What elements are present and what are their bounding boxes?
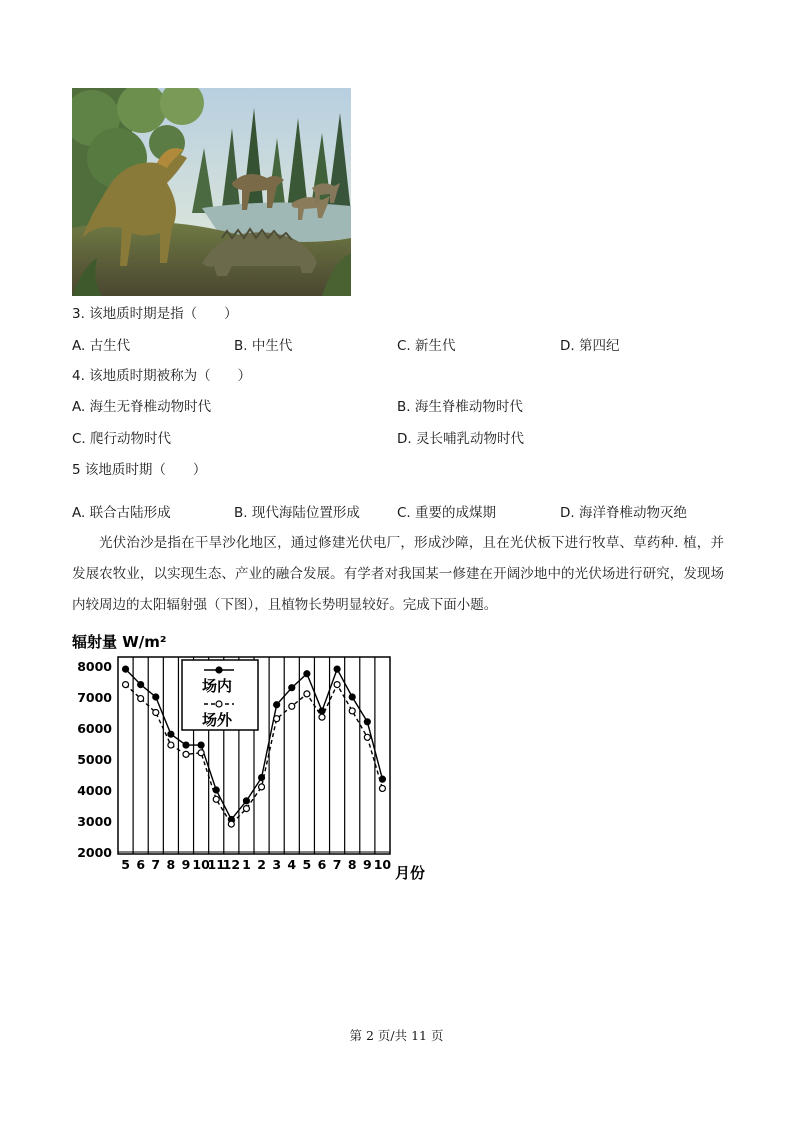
data-point-inside xyxy=(153,694,159,700)
question-5-option-b[interactable]: B. 现代海陆位置形成 xyxy=(234,505,360,521)
x-tick-label: 10 xyxy=(192,857,210,872)
x-axis-label: 月份 xyxy=(395,864,426,882)
data-point-inside xyxy=(364,719,370,725)
question-5-option-d[interactable]: D. 海洋脊椎动物灭绝 xyxy=(560,505,687,521)
data-point-outside xyxy=(183,751,189,757)
radiation-line-chart xyxy=(70,628,450,888)
y-tick-label: 5000 xyxy=(77,752,112,767)
y-tick-label: 6000 xyxy=(77,721,112,736)
data-point-outside xyxy=(198,750,204,756)
dinosaur-scene-drawing xyxy=(72,88,351,296)
legend-label: 场外 xyxy=(202,711,233,729)
x-tick-label: 2 xyxy=(257,857,266,872)
y-tick-labels xyxy=(77,659,112,860)
legend-marker xyxy=(216,667,222,673)
question-5-stem: 5 该地质时期（ ） xyxy=(72,462,207,478)
x-tick-label: 7 xyxy=(332,857,342,872)
x-tick-label: 1 xyxy=(242,857,251,872)
dinosaur-scene-image xyxy=(72,88,351,296)
question-3-stem: 3. 该地质时期是指（ ） xyxy=(72,306,238,322)
data-point-outside xyxy=(228,821,234,827)
question-3-option-c[interactable]: C. 新生代 xyxy=(397,338,456,354)
question-3-option-b[interactable]: B. 中生代 xyxy=(234,338,293,354)
data-point-inside xyxy=(198,742,204,748)
page-footer: 第 2 页/共 11 页 xyxy=(349,1028,444,1043)
data-point-outside xyxy=(364,734,370,740)
data-point-outside xyxy=(274,716,280,722)
data-point-outside xyxy=(379,785,385,791)
data-point-outside xyxy=(153,710,159,716)
y-tick-label: 7000 xyxy=(77,690,112,705)
question-4-option-b[interactable]: B. 海生脊椎动物时代 xyxy=(397,399,523,415)
y-axis-label: 辐射量 W/m² xyxy=(72,633,167,651)
x-tick-label: 12 xyxy=(222,857,241,872)
y-tick-label: 2000 xyxy=(77,845,112,860)
x-tick-label: 4 xyxy=(287,857,297,872)
data-point-inside xyxy=(243,798,249,804)
x-tick-label: 9 xyxy=(181,857,191,872)
legend-label: 场内 xyxy=(202,677,233,695)
data-point-outside xyxy=(243,806,249,812)
data-point-inside xyxy=(168,731,174,737)
x-tick-label: 5 xyxy=(302,857,312,872)
data-point-inside xyxy=(274,702,280,708)
x-tick-label: 8 xyxy=(166,857,176,872)
question-5-option-a[interactable]: A. 联合古陆形成 xyxy=(72,505,171,521)
x-tick-label: 10 xyxy=(373,857,392,872)
x-tick-label: 7 xyxy=(151,857,161,872)
chart-legend xyxy=(182,660,258,730)
data-point-outside xyxy=(334,682,340,688)
data-point-inside xyxy=(138,682,144,688)
data-point-outside xyxy=(289,703,295,709)
x-tick-label: 9 xyxy=(362,857,372,872)
data-point-inside xyxy=(213,787,219,793)
x-tick-labels xyxy=(121,857,391,872)
data-point-outside xyxy=(138,696,144,702)
question-3-option-d[interactable]: D. 第四纪 xyxy=(560,338,620,354)
data-point-inside xyxy=(304,671,310,677)
x-tick-label: 8 xyxy=(347,857,357,872)
x-tick-label: 6 xyxy=(136,857,146,872)
data-point-inside xyxy=(349,694,355,700)
question-5-option-c[interactable]: C. 重要的成煤期 xyxy=(397,505,497,521)
x-tick-label: 6 xyxy=(317,857,327,872)
data-point-outside xyxy=(319,714,325,720)
data-point-inside xyxy=(123,666,129,672)
x-tick-label: 11 xyxy=(207,857,225,872)
data-point-outside xyxy=(213,796,219,802)
question-4-option-a[interactable]: A. 海生无脊椎动物时代 xyxy=(72,399,212,415)
data-point-inside xyxy=(334,666,340,672)
y-tick-label: 4000 xyxy=(77,783,112,798)
x-tick-label: 5 xyxy=(121,857,130,872)
y-tick-label: 8000 xyxy=(77,659,112,674)
y-tick-label: 3000 xyxy=(77,814,112,829)
data-point-outside xyxy=(349,708,355,714)
passage-paragraph: 光伏治沙是指在干旱沙化地区，通过修建光伏电厂，形成沙障，且在光伏板下进行牧草、草药种. 植，并发展农牧业，以实现生态、产业的融合发展。有学者对我国某一修建在开阔沙地中的光伏场进行研究，发现场内较周边的太阳辐射强（下图），且植物长势明显较好。完成下面小题。 xyxy=(72,535,724,613)
data-point-outside xyxy=(168,742,174,748)
data-point-outside xyxy=(123,682,129,688)
passage-text xyxy=(72,528,724,621)
question-4-option-d[interactable]: D. 灵长哺乳动物时代 xyxy=(397,431,524,447)
question-3-option-a[interactable]: A. 古生代 xyxy=(72,338,131,354)
data-point-inside xyxy=(183,742,189,748)
data-point-outside xyxy=(259,784,265,790)
question-4-stem: 4. 该地质时期被称为（ ） xyxy=(72,368,252,384)
data-point-inside xyxy=(289,685,295,691)
question-4-option-c[interactable]: C. 爬行动物时代 xyxy=(72,431,172,447)
x-tick-label: 3 xyxy=(272,857,282,872)
legend-marker xyxy=(216,701,222,707)
data-point-inside xyxy=(319,708,325,714)
data-point-outside xyxy=(304,691,310,697)
